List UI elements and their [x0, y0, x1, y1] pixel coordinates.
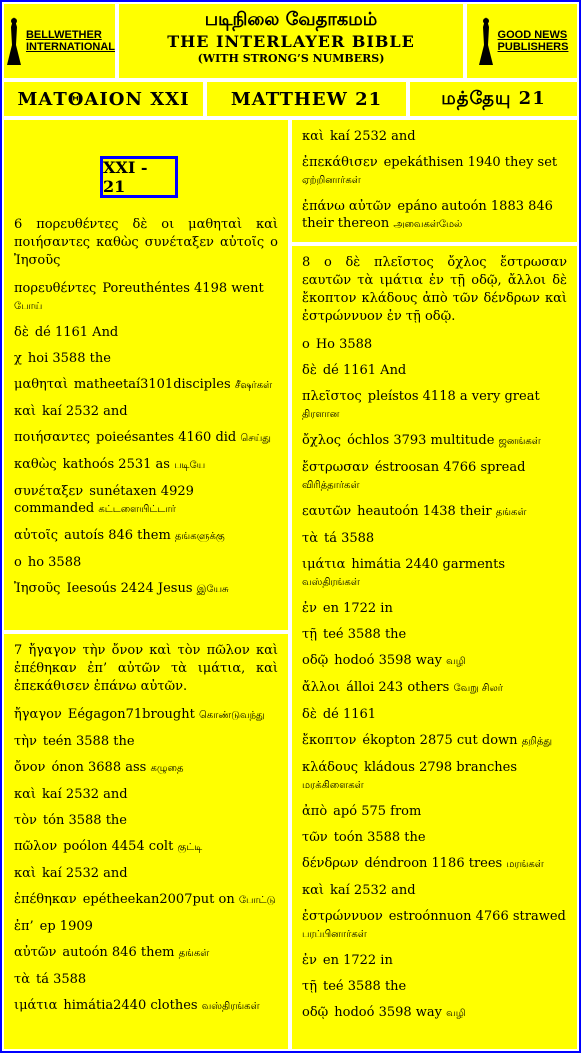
greek-word: κλάδους — [302, 760, 358, 775]
transliteration: himátia2440 clothes — [63, 998, 198, 1013]
greek-word: ιμάτια — [14, 998, 58, 1013]
word-entry — [302, 600, 567, 617]
transliteration: teé 3588 the — [322, 979, 407, 994]
transliteration: matheetaí3101disciples — [73, 377, 231, 392]
greek-word: ποιήσαντες — [14, 430, 91, 445]
word-entry — [302, 1004, 567, 1022]
greek-word: τὴν — [14, 734, 37, 749]
word-entry — [14, 456, 278, 474]
greek-word: αὐτῶν — [14, 945, 57, 960]
word-entry — [302, 882, 567, 899]
greek-word: καὶ — [14, 787, 37, 802]
word-entry — [14, 918, 278, 935]
verse8-word-list — [302, 336, 567, 1022]
word-entry — [14, 350, 278, 367]
word-entry — [302, 706, 567, 723]
word-entry — [14, 838, 278, 856]
word-entry — [14, 733, 278, 750]
transliteration: hoi 3588 the — [27, 351, 111, 366]
greek-word: ἐπέθηκαν — [14, 892, 77, 907]
book-header-tamil — [408, 80, 579, 118]
transliteration: kládous 2798 branches — [363, 760, 517, 775]
greek-word: ο — [302, 337, 310, 352]
tamil-gloss: தங்களுக்கு — [174, 531, 225, 542]
word-entry — [14, 891, 278, 909]
transliteration: ho 3588 — [27, 555, 82, 570]
logo-left-line1: BELLWETHER — [25, 29, 102, 41]
transliteration: ékopton 2875 cut down — [362, 733, 518, 748]
transliteration: tón 3588 the — [42, 813, 127, 828]
tamil-gloss: மரக்கிளைகள் — [302, 780, 364, 791]
word-entry — [302, 459, 567, 494]
tamil-gloss: போட்டு — [238, 895, 276, 906]
tamil-gloss: இயேசு — [196, 584, 229, 595]
word-entry — [302, 652, 567, 670]
greek-word: δένδρων — [302, 856, 359, 871]
transliteration: apó 575 from — [333, 804, 422, 819]
greek-word: τὰ — [14, 972, 30, 987]
tamil-gloss: போய் — [14, 301, 43, 312]
greek-word: ἤγαγον — [14, 707, 62, 722]
transliteration: álloi 243 others — [346, 680, 450, 695]
tamil-gloss: ஜனங்கள் — [498, 436, 541, 447]
word-entry — [14, 403, 278, 420]
transliteration: tá 3588 — [35, 972, 87, 987]
transliteration: ep 1909 — [39, 919, 93, 934]
transliteration: estroónnuon 4766 strawed — [388, 909, 566, 924]
tamil-gloss: கட்டளையிட்டார் — [98, 504, 176, 515]
transliteration: sunétaxen 4929 commanded — [14, 484, 194, 516]
word-entry — [14, 580, 278, 598]
word-entry — [302, 198, 567, 233]
greek-word: καὶ — [302, 129, 325, 144]
transliteration: déndroon 1186 trees — [364, 856, 503, 871]
transliteration: epétheekan2007put on — [82, 892, 235, 907]
word-entry — [302, 978, 567, 995]
transliteration: teé 3588 the — [322, 627, 407, 642]
tamil-gloss: தங்கள் — [178, 948, 210, 959]
word-entry — [302, 503, 567, 521]
greek-word: τῇ — [302, 979, 317, 994]
transliteration: dé 1161 — [322, 707, 377, 722]
transliteration: dé 1161 And — [322, 363, 407, 378]
tamil-gloss: மரங்கள் — [506, 859, 544, 870]
logo-right-line1: GOOD NEWS — [497, 29, 568, 41]
verse7-cont-word-list — [302, 128, 567, 233]
title-tamil: படிநிலை வேதாகமம் — [204, 9, 378, 30]
transliteration: hodoó 3598 way — [334, 1005, 443, 1020]
tamil-gloss: குட்டி — [177, 842, 203, 853]
word-entry — [302, 732, 567, 750]
tamil-gloss: வழி — [446, 1008, 466, 1019]
transliteration: dé 1161 And — [34, 325, 119, 340]
greek-word: ἐστρώννυον — [302, 909, 383, 924]
tamil-gloss: விரித்தார்கள் — [302, 480, 360, 491]
word-entry — [302, 432, 567, 450]
greek-word: καθὼς — [14, 457, 57, 472]
greek-word: δὲ — [302, 363, 317, 378]
tamil-gloss: அவைகள்மேல் — [393, 219, 463, 230]
greek-word: δὲ — [302, 707, 317, 722]
tamil-gloss: பரப்பினார்கள் — [302, 929, 367, 940]
transliteration: toón 3588 the — [333, 830, 426, 845]
greek-word: ἐπ’ — [14, 919, 34, 934]
greek-word: πορευθέντες — [14, 281, 97, 296]
tamil-gloss: தங்கள் — [495, 507, 527, 518]
word-entry — [302, 908, 567, 943]
word-entry — [14, 944, 278, 962]
transliteration: ónon 3688 ass — [51, 760, 147, 775]
transliteration: óchlos 3793 multitude — [347, 433, 495, 448]
transliteration: heautoón 1438 their — [357, 504, 492, 519]
transliteration: hodoó 3598 way — [334, 653, 443, 668]
word-entry — [302, 336, 567, 353]
greek-word: ὄχλος — [302, 433, 342, 448]
transliteration: kaí 2532 and — [42, 866, 128, 881]
tamil-gloss: செய்து — [240, 433, 271, 444]
transliteration: teén 3588 the — [42, 734, 135, 749]
book-header-greek-text: ΜΑΤΘΑΙΟΝ XXI — [17, 88, 190, 110]
greek-word: πλεῖστος — [302, 389, 362, 404]
tamil-gloss: திரளான — [302, 409, 340, 420]
word-entry — [302, 803, 567, 820]
logo-left — [2, 2, 117, 80]
greek-word: τὰ — [302, 531, 318, 546]
greek-word: ἄλλοι — [302, 680, 341, 695]
word-entry — [302, 362, 567, 379]
transliteration: en 1722 in — [322, 953, 393, 968]
greek-word: ο — [14, 555, 22, 570]
title-main: THE INTERLAYER BIBLE — [167, 32, 415, 51]
greek-word: συνέταξεν — [14, 484, 84, 499]
transliteration: tá 3588 — [323, 531, 375, 546]
title-sub: (WITH STRONG’S NUMBERS) — [197, 52, 385, 65]
word-entry — [302, 952, 567, 969]
transliteration: autoón 846 them — [62, 945, 175, 960]
word-entry — [302, 388, 567, 423]
word-entry — [302, 154, 567, 189]
tamil-gloss: வழி — [446, 656, 466, 667]
tamil-gloss: வஸ்திரங்கள் — [201, 1001, 260, 1012]
word-entry — [14, 483, 278, 518]
greek-word: ἐν — [302, 953, 317, 968]
greek-word: μαθηταὶ — [14, 377, 68, 392]
transliteration: epekáthisen 1940 they set — [383, 155, 558, 170]
transliteration: poólon 4454 colt — [63, 839, 174, 854]
word-entry — [302, 855, 567, 873]
logo-right — [465, 2, 579, 80]
logo-right-line2: PUBLISHERS — [497, 41, 569, 53]
word-entry — [302, 128, 567, 145]
greek-word: εαυτῶν — [302, 504, 352, 519]
verse7-cont-panel — [290, 118, 579, 244]
transliteration: kaí 2532 and — [330, 883, 416, 898]
transliteration: Eégagon71brought — [67, 707, 195, 722]
tamil-gloss: படியே — [174, 460, 206, 471]
chapter-box-text: XXI - 21 — [103, 158, 148, 196]
verse8-text: 8 ο δὲ πλεῖστος ὄχλος ἔστρωσαν εαυτῶν τὰ ιμάτια ἐν τῇ οδῷ, ἄλλοι δὲ ἔκοπτον κλάδους ἀπὸ τῶν δένδρων καὶ ἐστρώννυον ἐν τῇ οδῷ. — [302, 255, 567, 324]
verse6-text: 6 πορευθέντες δὲ οι μαθηταὶ καὶ ποιήσαντες καθὼς συνέταξεν αὐτοῖς ο Ἰησοῦς — [14, 217, 278, 268]
transliteration: pleístos 4118 a very great — [367, 389, 540, 404]
verse6-word-list — [14, 280, 278, 598]
word-entry — [14, 997, 278, 1015]
greek-word: χ — [14, 351, 22, 366]
greek-word: ἔστρωσαν — [302, 460, 369, 475]
book-header-tamil-text: மத்தேயு 21 — [441, 87, 546, 109]
chapter-box — [100, 156, 178, 198]
transliteration: himátia 2440 garments — [351, 557, 506, 572]
greek-word: Ἰησοῦς — [14, 581, 61, 596]
book-header-english-text: MATTHEW 21 — [230, 88, 383, 110]
tamil-gloss: சீஷர்கள் — [234, 380, 273, 391]
transliteration: kaí 2532 and — [42, 787, 128, 802]
verse7-panel — [2, 632, 290, 1051]
transliteration: éstroosan 4766 spread — [374, 460, 526, 475]
tamil-gloss: வேறு சிலர் — [453, 683, 504, 694]
transliteration: epáno autoón 1883 846 their thereon — [302, 199, 553, 231]
word-entry — [302, 679, 567, 697]
greek-word: ἐν — [302, 601, 317, 616]
verse8-panel — [290, 244, 579, 1051]
greek-word: αὐτοῖς — [14, 528, 59, 543]
word-entry — [14, 971, 278, 988]
title-block — [117, 2, 465, 80]
verse7-text: 7 ἤγαγον τὴν ὄνον καὶ τὸν πῶλον καὶ ἐπέθηκαν ἐπ’ αὐτῶν τὰ ιμάτια, καὶ ἐπεκάθισεν ἐπάνω αὐτῶν. — [14, 643, 278, 694]
word-entry — [14, 706, 278, 724]
word-entry — [14, 554, 278, 571]
greek-word: καὶ — [14, 866, 37, 881]
word-entry — [14, 429, 278, 447]
transliteration: kaí 2532 and — [42, 404, 128, 419]
transliteration: en 1722 in — [322, 601, 393, 616]
greek-word: ἐπάνω αὐτῶν — [302, 199, 392, 214]
greek-word: τῶν — [302, 830, 328, 845]
greek-word: οδῷ — [302, 653, 329, 668]
tamil-gloss: கொண்டுவந்து — [198, 710, 265, 721]
book-header-english — [205, 80, 408, 118]
word-entry — [14, 527, 278, 545]
greek-word: ἀπὸ — [302, 804, 328, 819]
transliteration: Ieesoús 2424 Jesus — [66, 581, 193, 596]
greek-word: δὲ — [14, 325, 29, 340]
word-entry — [302, 556, 567, 591]
word-entry — [302, 626, 567, 643]
transliteration: poieésantes 4160 did — [96, 430, 237, 445]
greek-word: πῶλον — [14, 839, 58, 854]
word-entry — [14, 786, 278, 803]
word-entry — [14, 812, 278, 829]
transliteration: autoís 846 them — [64, 528, 171, 543]
word-entry — [14, 376, 278, 394]
word-entry — [14, 865, 278, 882]
word-entry — [14, 759, 278, 777]
greek-word: οδῷ — [302, 1005, 329, 1020]
word-entry — [14, 324, 278, 341]
tamil-gloss: தறித்து — [521, 736, 553, 747]
greek-word: καὶ — [14, 404, 37, 419]
word-entry — [14, 280, 278, 315]
book-header-greek — [2, 80, 205, 118]
transliteration: kathoós 2531 as — [62, 457, 170, 472]
logo-left-line2: INTERNATIONAL — [25, 41, 115, 53]
greek-word: ιμάτια — [302, 557, 346, 572]
greek-word: καὶ — [302, 883, 325, 898]
greek-word: τῇ — [302, 627, 317, 642]
greek-word: ἔκοπτον — [302, 733, 357, 748]
transliteration: Ho 3588 — [315, 337, 373, 352]
good-news-logo-icon — [476, 15, 496, 67]
verse6-panel — [2, 118, 290, 632]
tamil-gloss: வஸ்திரங்கள் — [302, 577, 360, 588]
bellwether-logo-icon — [4, 15, 24, 67]
greek-word: ὄνον — [14, 760, 46, 775]
tamil-gloss: ஏற்றினார்கள் — [302, 175, 361, 186]
verse7-word-list — [14, 706, 278, 1015]
greek-word: ἐπεκάθισεν — [302, 155, 378, 170]
transliteration: Poreuthéntes 4198 went — [102, 281, 264, 296]
word-entry — [302, 829, 567, 846]
tamil-gloss: கழுதை — [150, 763, 184, 774]
word-entry — [302, 759, 567, 794]
greek-word: τὸν — [14, 813, 37, 828]
word-entry — [302, 530, 567, 547]
transliteration: kaí 2532 and — [330, 129, 416, 144]
